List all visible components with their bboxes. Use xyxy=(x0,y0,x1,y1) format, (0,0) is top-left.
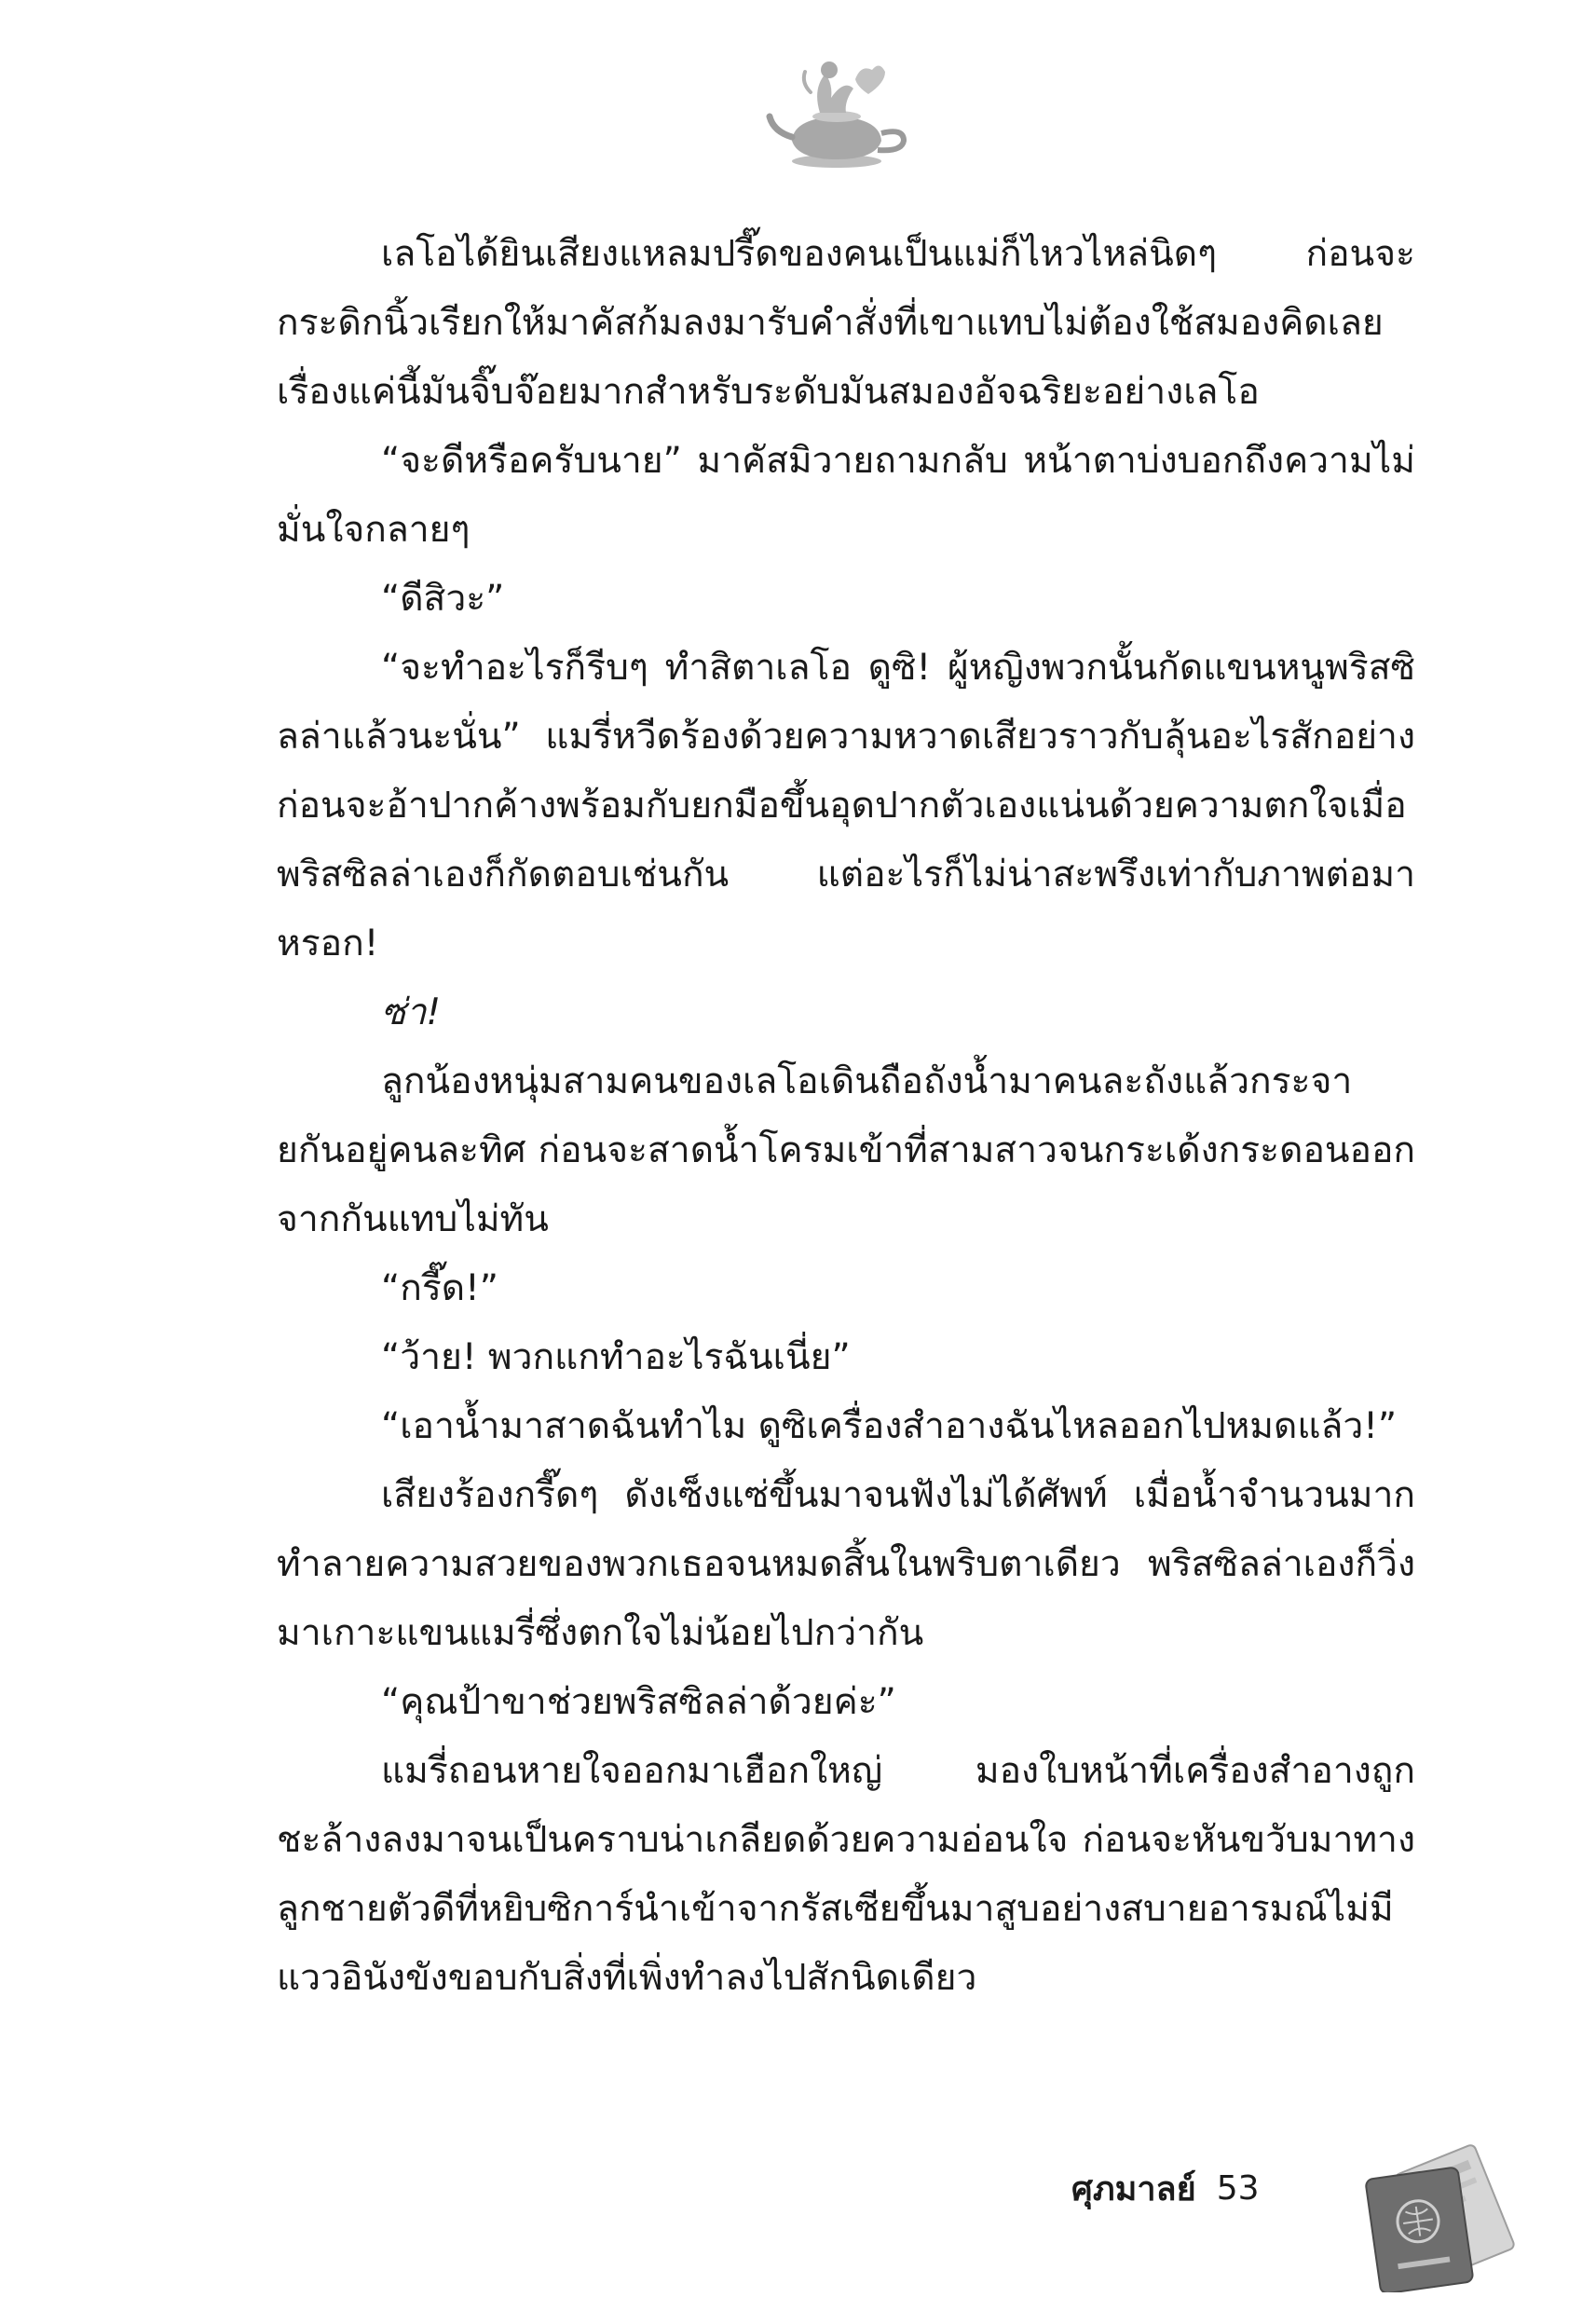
paragraph: “จะทำอะไรก็รีบๆ ทำสิตาเลโอ ดูซิ! ผู้หญิงพวกนั้นกัดแขนหนูพริสซิลล่าแล้วนะนั่น” แมรี่หวีดร้องด้วยความหวาดเสียวราวกับลุ้นอะไรสักอย่าง ก่อนจะอ้าปากค้างพร้อมกับยกมือขึ้นอุดปากตัวเองแน่นด้วยความตกใจเมื่อพริสซิลล่าเองก็กัดตอบเช่นกัน แต่อะไรก็ไม่น่าสะพรึงเท่ากับภาพต่อมาหรอก! xyxy=(277,647,1415,964)
paragraph: “ดีสิวะ” xyxy=(381,578,505,620)
paragraph: เสียงร้องกรี๊ดๆ ดังเซ็งแซ่ขึ้นมาจนฟังไม่ได้ศัพท์ เมื่อน้ำจำนวนมากทำลายความสวยของพวกเธอจนหมดสิ้นในพริบตาเดียว พริสซิลล่าเองก็วิ่งมาเกาะแขนแมรี่ซึ่งตกใจไม่น้อยไปกว่ากัน xyxy=(277,1474,1415,1654)
paragraph: “คุณป้าขาช่วยพริสซิลล่าด้วยค่ะ” xyxy=(381,1681,896,1723)
body-text xyxy=(277,220,1415,2013)
paragraph: “กรี๊ด!” xyxy=(381,1267,498,1309)
paragraph: “จะดีหรือครับนาย” มาคัสมิวายถามกลับ หน้าตาบ่งบอกถึงความไม่มั่นใจกลายๆ xyxy=(277,440,1415,551)
footer-author: ศุภมาลย์ xyxy=(1071,2169,1196,2208)
paragraph: “เอาน้ำมาสาดฉันทำไม ดูซิเครื่องสำอางฉันไหลออกไปหมดแล้ว!” xyxy=(381,1405,1398,1447)
paragraph-italic: ซ่า! xyxy=(381,991,442,1033)
page-number: 53 xyxy=(1216,2168,1260,2208)
paragraph: ลูกน้องหนุ่มสามคนของเลโอเดินถือถังน้ำมาคนละถังแล้วกระจายกันอยู่คนละทิศ ก่อนจะสาดน้ำโครมเข้าที่สามสาวจนกระเด้งกระดอนออกจากกันแทบไม่ทัน xyxy=(277,1060,1415,1240)
page-footer xyxy=(1071,2160,1260,2216)
paragraph: “ว้าย! พวกแกทำอะไรฉันเนี่ย” xyxy=(381,1336,851,1378)
passport-icon xyxy=(1356,2143,1533,2292)
paragraph: แมรี่ถอนหายใจออกมาเฮือกใหญ่ มองใบหน้าที่เครื่องสำอางถูกชะล้างลงมาจนเป็นคราบน่าเกลียดด้วยความอ่อนใจ ก่อนจะหันขวับมาทางลูกชายตัวดีที่หยิบซิการ์นำเข้าจากรัสเซียขึ้นมาสูบอย่างสบายอารมณ์ไม่มีแววอินังขังขอบกับสิ่งที่เพิ่งทำลงไปสักนิดเดียว xyxy=(277,1750,1415,1999)
teapot-ornament-icon xyxy=(764,51,913,172)
paragraph: เลโอได้ยินเสียงแหลมปรี๊ดของคนเป็นแม่ก็ไหวไหล่นิดๆ ก่อนจะกระดิกนิ้วเรียกให้มาคัสก้มลงมารับคำสั่งที่เขาแทบไม่ต้องใช้สมองคิดเลย เรื่องแค่นี้มันจิ๊บจ๊อยมากสำหรับระดับมันสมองอัจฉริยะอย่างเลโอ xyxy=(277,233,1415,413)
